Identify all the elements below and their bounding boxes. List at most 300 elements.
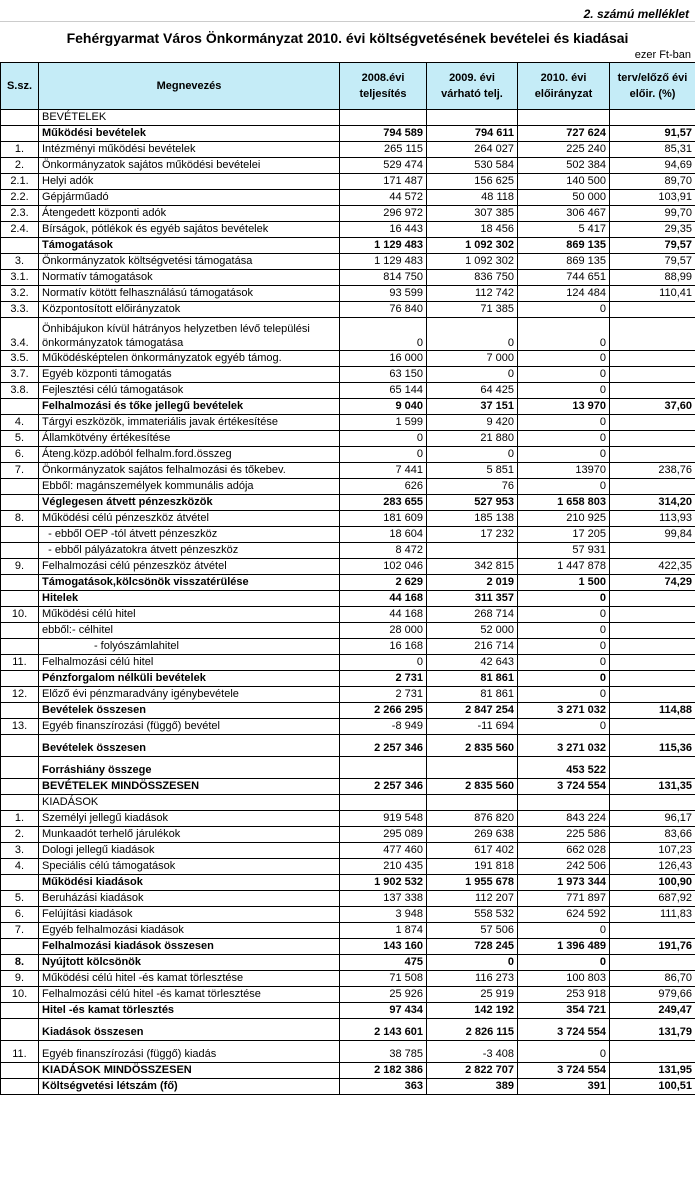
row-ssz xyxy=(1,875,39,891)
row-ratio: 85,31 xyxy=(610,142,695,158)
row-name: Felhalmozási célú hitel -és kamat törlesztése xyxy=(39,987,340,1003)
row-ratio xyxy=(610,639,695,655)
row-ssz: 2. xyxy=(1,158,39,174)
row-name: Normatív kötött felhasználású támogatások xyxy=(39,286,340,302)
row-2009: 112 742 xyxy=(427,286,518,302)
row-ssz xyxy=(1,757,39,779)
row-name: Áteng.közp.adóból felhalm.ford.összeg xyxy=(39,447,340,463)
row-name: Önkormányzatok sajátos felhalmozási és tőkebev. xyxy=(39,463,340,479)
row-2008: 76 840 xyxy=(340,302,427,318)
row-2008: 0 xyxy=(340,431,427,447)
row-ratio xyxy=(610,415,695,431)
row-name: Önkormányzatok sajátos működési bevételei xyxy=(39,158,340,174)
row-2009: 794 611 xyxy=(427,126,518,142)
table-row xyxy=(1,351,695,367)
row-2008: 171 487 xyxy=(340,174,427,190)
row-name: Bírságok, pótlékok és egyéb sajátos bevételek xyxy=(39,222,340,238)
row-ratio xyxy=(610,923,695,939)
row-name: Személyi jellegű kiadások xyxy=(39,811,340,827)
table-row xyxy=(1,971,695,987)
row-2008: 7 441 xyxy=(340,463,427,479)
row-2008: 0 xyxy=(340,447,427,463)
row-2008: 16 443 xyxy=(340,222,427,238)
header-2009: 2009. évi várható telj. xyxy=(427,63,518,110)
row-2010: 253 918 xyxy=(518,987,610,1003)
table-row xyxy=(1,703,695,719)
row-ratio xyxy=(610,302,695,318)
row-ssz: 3.1. xyxy=(1,270,39,286)
row-name: Egyéb finanszírozási (függő) kiadás xyxy=(39,1041,340,1063)
row-ratio: 249,47 xyxy=(610,1003,695,1019)
row-ratio xyxy=(610,623,695,639)
row-ssz: 3.5. xyxy=(1,351,39,367)
row-2009: 2 822 707 xyxy=(427,1063,518,1079)
row-2010: 140 500 xyxy=(518,174,610,190)
table-row xyxy=(1,859,695,875)
row-ratio: 99,84 xyxy=(610,527,695,543)
row-2009: 7 000 xyxy=(427,351,518,367)
row-2010: 0 xyxy=(518,1041,610,1063)
row-ssz xyxy=(1,591,39,607)
row-ratio xyxy=(610,687,695,703)
row-2010: 306 467 xyxy=(518,206,610,222)
row-2008: 265 115 xyxy=(340,142,427,158)
row-2009: 0 xyxy=(427,447,518,463)
row-name: Felhalmozási célú hitel xyxy=(39,655,340,671)
row-2008: 143 160 xyxy=(340,939,427,955)
row-name: - folyószámlahitel xyxy=(39,639,340,655)
row-ratio: 114,88 xyxy=(610,703,695,719)
row-ratio: 88,99 xyxy=(610,270,695,286)
page-title: Fehérgyarmat Város Önkormányzat 2010. évi költségvetésének bevételei és kiadásai xyxy=(66,30,629,46)
row-name: Egyéb központi támogatás xyxy=(39,367,340,383)
table-row xyxy=(1,891,695,907)
row-2010: 502 384 xyxy=(518,158,610,174)
row-2008: 9 040 xyxy=(340,399,427,415)
row-2009: 342 815 xyxy=(427,559,518,575)
row-2010: 0 xyxy=(518,447,610,463)
row-2010: 242 506 xyxy=(518,859,610,875)
table-row xyxy=(1,318,695,351)
row-name: Intézményi működési bevételek xyxy=(39,142,340,158)
row-name: Hitelek xyxy=(39,591,340,607)
row-ratio xyxy=(610,591,695,607)
row-2008: 295 089 xyxy=(340,827,427,843)
row-2010: 0 xyxy=(518,671,610,687)
row-2009: 836 750 xyxy=(427,270,518,286)
row-ratio xyxy=(610,351,695,367)
table-row xyxy=(1,142,695,158)
row-2010: 124 484 xyxy=(518,286,610,302)
row-name: Működési bevételek xyxy=(39,126,340,142)
row-2010: 869 135 xyxy=(518,238,610,254)
row-ratio: 110,41 xyxy=(610,286,695,302)
row-2010 xyxy=(518,795,610,811)
table-row xyxy=(1,671,695,687)
row-2009: -11 694 xyxy=(427,719,518,735)
row-ssz xyxy=(1,1079,39,1095)
row-2009: 1 092 302 xyxy=(427,238,518,254)
row-ratio: 83,66 xyxy=(610,827,695,843)
row-2008: 71 508 xyxy=(340,971,427,987)
row-name: Működési célú hitel -és kamat törlesztése xyxy=(39,971,340,987)
row-name: Működési célú pénzeszköz átvétel xyxy=(39,511,340,527)
row-ssz xyxy=(1,735,39,757)
header-2008: 2008.évi teljesítés xyxy=(340,63,427,110)
row-name: Munkaadót terhelő járulékok xyxy=(39,827,340,843)
row-ssz: 2. xyxy=(1,827,39,843)
row-ratio xyxy=(610,447,695,463)
row-2010: 3 724 554 xyxy=(518,1019,610,1041)
row-2008: 137 338 xyxy=(340,891,427,907)
row-ssz: 13. xyxy=(1,719,39,735)
table-row xyxy=(1,955,695,971)
row-ssz xyxy=(1,126,39,142)
row-name: Működési kiadások xyxy=(39,875,340,891)
table-row xyxy=(1,923,695,939)
row-2010: 391 xyxy=(518,1079,610,1095)
row-ssz: 3.4. xyxy=(1,318,39,351)
row-2009: 0 xyxy=(427,955,518,971)
row-2008: 16 000 xyxy=(340,351,427,367)
row-ratio xyxy=(610,367,695,383)
row-2010: 3 724 554 xyxy=(518,1063,610,1079)
row-2010: 453 522 xyxy=(518,757,610,779)
row-ratio: 238,76 xyxy=(610,463,695,479)
table-row xyxy=(1,158,695,174)
row-ratio xyxy=(610,655,695,671)
row-2008: 2 257 346 xyxy=(340,779,427,795)
row-ratio: 314,20 xyxy=(610,495,695,511)
table-row xyxy=(1,795,695,811)
row-name: Egyéb finanszírozási (függő) bevétel xyxy=(39,719,340,735)
row-ssz: 5. xyxy=(1,891,39,907)
row-2010: 0 xyxy=(518,719,610,735)
row-ratio xyxy=(610,479,695,495)
row-2010: 5 417 xyxy=(518,222,610,238)
row-ssz: 9. xyxy=(1,971,39,987)
row-ssz: 4. xyxy=(1,859,39,875)
row-2010: 3 724 554 xyxy=(518,779,610,795)
row-name: Speciális célú támogatások xyxy=(39,859,340,875)
row-ssz: 6. xyxy=(1,447,39,463)
row-2010: 1 658 803 xyxy=(518,495,610,511)
row-name: Támogatások xyxy=(39,238,340,254)
row-name: Hitel -és kamat törlesztés xyxy=(39,1003,340,1019)
table-row xyxy=(1,543,695,559)
row-ratio xyxy=(610,431,695,447)
row-2008: 2 143 601 xyxy=(340,1019,427,1041)
row-2010: 0 xyxy=(518,591,610,607)
row-2008: 28 000 xyxy=(340,623,427,639)
row-name: Felhalmozási célú pénzeszköz átvétel xyxy=(39,559,340,575)
row-ratio: 74,29 xyxy=(610,575,695,591)
row-name: Működési célú hitel xyxy=(39,607,340,623)
row-ssz xyxy=(1,1019,39,1041)
row-2010: 3 271 032 xyxy=(518,735,610,757)
row-2008: 2 266 295 xyxy=(340,703,427,719)
row-2010: 0 xyxy=(518,623,610,639)
row-name: Kiadások összesen xyxy=(39,1019,340,1041)
row-ratio xyxy=(610,543,695,559)
row-name: Dologi jellegű kiadások xyxy=(39,843,340,859)
row-ratio: 111,83 xyxy=(610,907,695,923)
row-ratio xyxy=(610,1041,695,1063)
row-ssz xyxy=(1,543,39,559)
row-ratio: 86,70 xyxy=(610,971,695,987)
row-ssz xyxy=(1,795,39,811)
row-ratio: 131,35 xyxy=(610,779,695,795)
row-ratio: 100,90 xyxy=(610,875,695,891)
row-ssz: 10. xyxy=(1,607,39,623)
row-ssz: 2.2. xyxy=(1,190,39,206)
table-row xyxy=(1,495,695,511)
row-2009: 5 851 xyxy=(427,463,518,479)
header-2010: 2010. évi előirányzat xyxy=(518,63,610,110)
row-2008 xyxy=(340,757,427,779)
row-2009: 57 506 xyxy=(427,923,518,939)
row-name: Egyéb felhalmozási kiadások xyxy=(39,923,340,939)
row-2009 xyxy=(427,795,518,811)
row-ratio: 37,60 xyxy=(610,399,695,415)
row-ratio: 126,43 xyxy=(610,859,695,875)
row-2009: 142 192 xyxy=(427,1003,518,1019)
row-2008: 2 629 xyxy=(340,575,427,591)
table-row xyxy=(1,367,695,383)
row-2008: 18 604 xyxy=(340,527,427,543)
row-2010: 17 205 xyxy=(518,527,610,543)
row-2008: 1 599 xyxy=(340,415,427,431)
row-ratio: 79,57 xyxy=(610,238,695,254)
row-name: - ebből pályázatokra átvett pénzeszköz xyxy=(39,543,340,559)
row-ratio: 107,23 xyxy=(610,843,695,859)
row-2009: 17 232 xyxy=(427,527,518,543)
row-ssz: 3.8. xyxy=(1,383,39,399)
table-row xyxy=(1,1041,695,1063)
row-2010: 13 970 xyxy=(518,399,610,415)
row-2008: 475 xyxy=(340,955,427,971)
table-row xyxy=(1,757,695,779)
row-2010: 354 721 xyxy=(518,1003,610,1019)
row-2009: 156 625 xyxy=(427,174,518,190)
row-name: Nyújtott kölcsönök xyxy=(39,955,340,971)
table-row xyxy=(1,1063,695,1079)
row-ratio xyxy=(610,955,695,971)
row-ssz xyxy=(1,495,39,511)
row-2009: 558 532 xyxy=(427,907,518,923)
row-ssz xyxy=(1,1063,39,1079)
row-2010: 0 xyxy=(518,383,610,399)
row-2009: 2 835 560 xyxy=(427,735,518,757)
row-2010: 869 135 xyxy=(518,254,610,270)
row-2009: 64 425 xyxy=(427,383,518,399)
row-ssz: 11. xyxy=(1,1041,39,1063)
row-ssz: 7. xyxy=(1,923,39,939)
row-ratio: 91,57 xyxy=(610,126,695,142)
row-ratio: 131,79 xyxy=(610,1019,695,1041)
row-ratio xyxy=(610,671,695,687)
row-name: Felhalmozási kiadások összesen xyxy=(39,939,340,955)
row-name: BEVÉTELEK xyxy=(39,110,340,126)
row-2009: 311 357 xyxy=(427,591,518,607)
row-2009: 0 xyxy=(427,367,518,383)
row-2008: 2 257 346 xyxy=(340,735,427,757)
row-ssz: 7. xyxy=(1,463,39,479)
table-header-row xyxy=(1,63,695,110)
row-2010: 0 xyxy=(518,415,610,431)
row-2010: 0 xyxy=(518,923,610,939)
row-2008: 529 474 xyxy=(340,158,427,174)
row-ratio xyxy=(610,383,695,399)
row-2008: 477 460 xyxy=(340,843,427,859)
row-2009: 527 953 xyxy=(427,495,518,511)
row-ssz xyxy=(1,575,39,591)
row-2010: 744 651 xyxy=(518,270,610,286)
unit-label: ezer Ft-ban xyxy=(634,49,691,61)
row-ssz: 8. xyxy=(1,955,39,971)
table-row xyxy=(1,126,695,142)
row-2008: -8 949 xyxy=(340,719,427,735)
row-ssz xyxy=(1,779,39,795)
row-name: Tárgyi eszközök, immateriális javak értékesítése xyxy=(39,415,340,431)
row-2008: 65 144 xyxy=(340,383,427,399)
row-2008: 1 129 483 xyxy=(340,238,427,254)
row-2008: 814 750 xyxy=(340,270,427,286)
row-2009: 2 019 xyxy=(427,575,518,591)
row-2010: 0 xyxy=(518,431,610,447)
row-2010: 3 271 032 xyxy=(518,703,610,719)
table-row xyxy=(1,190,695,206)
row-ssz: 3.3. xyxy=(1,302,39,318)
row-2008: 2 182 386 xyxy=(340,1063,427,1079)
row-2010: 771 897 xyxy=(518,891,610,907)
row-ratio: 96,17 xyxy=(610,811,695,827)
header-ratio: terv/előző évi előir. (%) xyxy=(610,63,695,110)
row-ssz: 1. xyxy=(1,142,39,158)
row-2009: 307 385 xyxy=(427,206,518,222)
row-ssz xyxy=(1,110,39,126)
row-ssz xyxy=(1,623,39,639)
row-ratio: 29,35 xyxy=(610,222,695,238)
row-ratio xyxy=(610,795,695,811)
row-2009: 71 385 xyxy=(427,302,518,318)
row-ratio: 131,95 xyxy=(610,1063,695,1079)
row-ssz: 3. xyxy=(1,843,39,859)
table-row xyxy=(1,110,695,126)
row-2009: 37 151 xyxy=(427,399,518,415)
row-2010: 100 803 xyxy=(518,971,610,987)
table-row xyxy=(1,479,695,495)
row-2010: 0 xyxy=(518,367,610,383)
table-row xyxy=(1,655,695,671)
row-2010: 0 xyxy=(518,479,610,495)
row-ratio: 94,69 xyxy=(610,158,695,174)
row-name: KIADÁSOK MINDÖSSZESEN xyxy=(39,1063,340,1079)
row-2010: 0 xyxy=(518,351,610,367)
row-name: Beruházási kiadások xyxy=(39,891,340,907)
row-name: Felújítási kiadások xyxy=(39,907,340,923)
row-name: Forráshiány összege xyxy=(39,757,340,779)
table-row xyxy=(1,238,695,254)
row-2010: 0 xyxy=(518,655,610,671)
row-2008: 1 874 xyxy=(340,923,427,939)
row-ssz: 5. xyxy=(1,431,39,447)
row-ssz: 4. xyxy=(1,415,39,431)
table-row xyxy=(1,607,695,623)
row-2008: 0 xyxy=(340,655,427,671)
row-ssz: 9. xyxy=(1,559,39,575)
row-ratio: 89,70 xyxy=(610,174,695,190)
row-2009: 728 245 xyxy=(427,939,518,955)
row-ssz: 1. xyxy=(1,811,39,827)
table-row xyxy=(1,719,695,735)
row-2008 xyxy=(340,110,427,126)
row-2008: 44 168 xyxy=(340,591,427,607)
row-ratio: 100,51 xyxy=(610,1079,695,1095)
table-row xyxy=(1,735,695,757)
row-2010: 843 224 xyxy=(518,811,610,827)
row-2010: 225 586 xyxy=(518,827,610,843)
row-2009: 21 880 xyxy=(427,431,518,447)
row-2008: 44 572 xyxy=(340,190,427,206)
row-2008: 181 609 xyxy=(340,511,427,527)
table-row xyxy=(1,987,695,1003)
row-ssz: 12. xyxy=(1,687,39,703)
row-2009: 81 861 xyxy=(427,671,518,687)
row-name: Pénzforgalom nélküli bevételek xyxy=(39,671,340,687)
row-2008: 63 150 xyxy=(340,367,427,383)
table-row xyxy=(1,939,695,955)
row-ssz xyxy=(1,639,39,655)
table-row xyxy=(1,431,695,447)
table-row xyxy=(1,415,695,431)
row-2009: 617 402 xyxy=(427,843,518,859)
table-row xyxy=(1,286,695,302)
row-ratio: 979,66 xyxy=(610,987,695,1003)
row-2010: 0 xyxy=(518,318,610,351)
row-2010: 0 xyxy=(518,687,610,703)
table-row xyxy=(1,591,695,607)
row-2008: 44 168 xyxy=(340,607,427,623)
row-ssz xyxy=(1,939,39,955)
table-row xyxy=(1,174,695,190)
header-name: Megnevezés xyxy=(39,63,340,110)
row-ssz: 6. xyxy=(1,907,39,923)
row-2008: 25 926 xyxy=(340,987,427,1003)
row-ratio xyxy=(610,719,695,735)
row-2009: 52 000 xyxy=(427,623,518,639)
row-ssz xyxy=(1,671,39,687)
row-name: Bevételek összesen xyxy=(39,735,340,757)
table-row xyxy=(1,383,695,399)
row-2008: 0 xyxy=(340,318,427,351)
row-2010 xyxy=(518,110,610,126)
row-2009 xyxy=(427,543,518,559)
row-name: Működésképtelen önkormányzatok egyéb támog. xyxy=(39,351,340,367)
row-2008: 38 785 xyxy=(340,1041,427,1063)
row-2010: 50 000 xyxy=(518,190,610,206)
row-name: BEVÉTELEK MINDÖSSZESEN xyxy=(39,779,340,795)
row-ssz: 3.2. xyxy=(1,286,39,302)
row-2008: 97 434 xyxy=(340,1003,427,1019)
row-ratio: 687,92 xyxy=(610,891,695,907)
row-ratio: 79,57 xyxy=(610,254,695,270)
row-ssz: 2.4. xyxy=(1,222,39,238)
row-2009: 876 820 xyxy=(427,811,518,827)
row-name: Államkötvény értékesítése xyxy=(39,431,340,447)
row-2008: 919 548 xyxy=(340,811,427,827)
row-2008: 16 168 xyxy=(340,639,427,655)
